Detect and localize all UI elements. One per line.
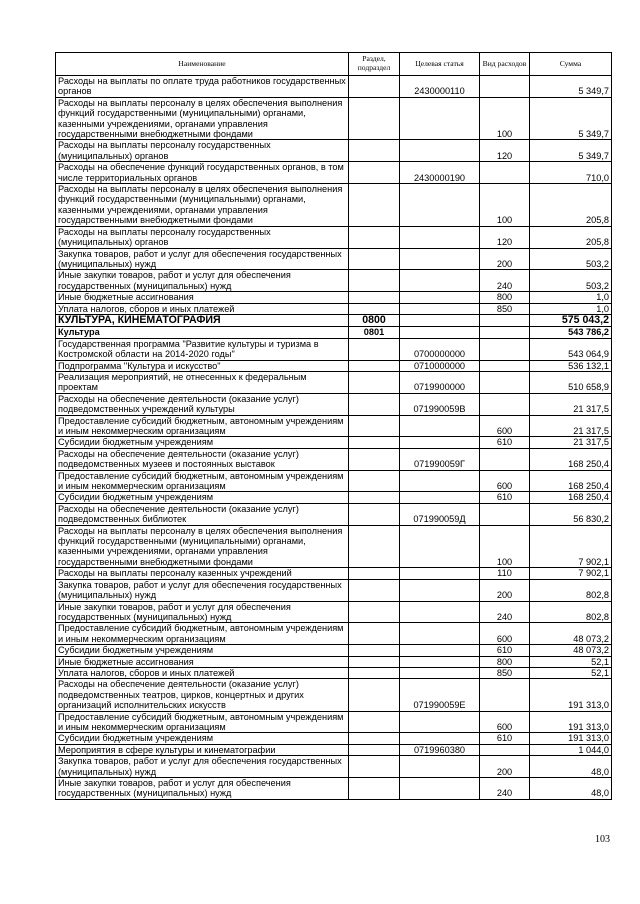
row-name-cell: Реализация мероприятий, не отнесенных к федеральным проектам xyxy=(56,371,349,393)
table-row xyxy=(56,292,612,303)
row-type-cell xyxy=(480,162,530,184)
row-name-cell: Расходы на обеспечение деятельности (оказание услуг) подведомственных учреждений культуры xyxy=(56,393,349,415)
row-sum-cell: 21 317,5 xyxy=(530,437,612,448)
row-article-cell xyxy=(400,656,480,667)
row-name-cell: Предоставление субсидий бюджетным, автономным учреждениям и иным некоммерческим организациям xyxy=(56,623,349,645)
row-sum-cell: 802,8 xyxy=(530,579,612,601)
row-type-cell xyxy=(480,314,530,326)
row-name-cell: Расходы на выплаты персоналу в целях обеспечения выполнения функций государственными (муниципальными) органами, казенными учреждениями, органами управления государственными внебюджетными фондами xyxy=(56,525,349,568)
row-article-cell xyxy=(400,248,480,270)
table-row xyxy=(56,744,612,755)
row-article-cell xyxy=(400,645,480,656)
row-type-cell: 200 xyxy=(480,756,530,778)
row-section-cell xyxy=(349,448,400,470)
row-sum-cell: 48 073,2 xyxy=(530,623,612,645)
row-section-cell xyxy=(349,140,400,162)
table-row xyxy=(56,314,612,326)
row-section-cell: 0801 xyxy=(349,327,400,338)
row-sum-cell: 52,1 xyxy=(530,656,612,667)
row-section-cell xyxy=(349,415,400,437)
row-name-cell: Расходы на выплаты персоналу государственных (муниципальных) органов xyxy=(56,226,349,248)
header-sum: Сумма xyxy=(530,53,612,76)
row-name-cell: Расходы на обеспечение деятельности (оказание услуг) подведомственных театров, цирков, концертных и других организаций исполнительских искусств xyxy=(56,679,349,711)
row-name-cell: Предоставление субсидий бюджетным, автономным учреждениям и иным некоммерческим организациям xyxy=(56,415,349,437)
row-type-cell: 850 xyxy=(480,667,530,678)
row-name-cell: Субсидии бюджетным учреждениям xyxy=(56,492,349,503)
row-sum-cell: 205,8 xyxy=(530,226,612,248)
row-article-cell: 0719960380 xyxy=(400,744,480,755)
row-name-cell: Иные закупки товаров, работ и услуг для обеспечения государственных (муниципальных) нужд xyxy=(56,778,349,800)
table-row xyxy=(56,97,612,140)
row-type-cell xyxy=(480,360,530,371)
row-type-cell: 610 xyxy=(480,733,530,744)
table-row xyxy=(56,623,612,645)
row-section-cell xyxy=(349,623,400,645)
row-type-cell xyxy=(480,76,530,98)
row-type-cell: 600 xyxy=(480,711,530,733)
row-type-cell: 110 xyxy=(480,568,530,579)
row-sum-cell: 205,8 xyxy=(530,184,612,227)
row-article-cell xyxy=(400,778,480,800)
row-sum-cell: 52,1 xyxy=(530,667,612,678)
row-article-cell xyxy=(400,97,480,140)
row-name-cell: Субсидии бюджетным учреждениям xyxy=(56,645,349,656)
row-section-cell xyxy=(349,756,400,778)
header-type: Вид расходов xyxy=(480,53,530,76)
row-name-cell: Расходы на обеспечение деятельности (оказание услуг) подведомственных библиотек xyxy=(56,503,349,525)
row-section-cell xyxy=(349,338,400,360)
row-sum-cell: 710,0 xyxy=(530,162,612,184)
row-section-cell xyxy=(349,76,400,98)
row-article-cell: 071990059Е xyxy=(400,679,480,711)
row-type-cell: 800 xyxy=(480,292,530,303)
row-section-cell xyxy=(349,525,400,568)
row-section-cell xyxy=(349,292,400,303)
row-article-cell xyxy=(400,327,480,338)
row-name-cell: Расходы на обеспечение функций государственных органов, в том числе территориальных органов xyxy=(56,162,349,184)
row-sum-cell: 191 313,0 xyxy=(530,711,612,733)
row-type-cell: 100 xyxy=(480,184,530,227)
table-row xyxy=(56,470,612,492)
row-name-cell: Закупка товаров, работ и услуг для обеспечения государственных (муниципальных) нужд xyxy=(56,756,349,778)
table-row xyxy=(56,140,612,162)
row-sum-cell: 48 073,2 xyxy=(530,645,612,656)
row-article-cell xyxy=(400,470,480,492)
row-sum-cell: 56 830,2 xyxy=(530,503,612,525)
table-row xyxy=(56,360,612,371)
row-section-cell xyxy=(349,503,400,525)
row-section-cell xyxy=(349,470,400,492)
row-section-cell xyxy=(349,162,400,184)
budget-table xyxy=(55,52,612,800)
table-row xyxy=(56,327,612,338)
row-sum-cell: 21 317,5 xyxy=(530,393,612,415)
table-row xyxy=(56,525,612,568)
row-type-cell: 120 xyxy=(480,226,530,248)
row-article-cell xyxy=(400,667,480,678)
row-article-cell xyxy=(400,623,480,645)
row-type-cell: 610 xyxy=(480,645,530,656)
row-type-cell: 240 xyxy=(480,270,530,292)
row-sum-cell: 48,0 xyxy=(530,778,612,800)
row-article-cell: 071990059Д xyxy=(400,503,480,525)
row-sum-cell: 1,0 xyxy=(530,303,612,314)
row-type-cell: 240 xyxy=(480,778,530,800)
row-sum-cell: 21 317,5 xyxy=(530,415,612,437)
row-name-cell: Расходы на выплаты персоналу в целях обеспечения выполнения функций государственными (муниципальными) органами, казенными учреждениями, органами управления государственными внебюджетными фондами xyxy=(56,184,349,227)
row-section-cell xyxy=(349,437,400,448)
row-name-cell: Уплата налогов, сборов и иных платежей xyxy=(56,303,349,314)
row-article-cell: 0700000000 xyxy=(400,338,480,360)
row-section-cell xyxy=(349,778,400,800)
table-row xyxy=(56,270,612,292)
table-header-row xyxy=(56,53,612,76)
table-row xyxy=(56,303,612,314)
row-section-cell xyxy=(349,645,400,656)
row-name-cell: Иные бюджетные ассигнования xyxy=(56,656,349,667)
row-sum-cell: 5 349,7 xyxy=(530,140,612,162)
row-section-cell xyxy=(349,711,400,733)
table-row xyxy=(56,338,612,360)
row-article-cell xyxy=(400,437,480,448)
row-sum-cell: 7 902,1 xyxy=(530,525,612,568)
table-row xyxy=(56,778,612,800)
row-type-cell: 800 xyxy=(480,656,530,667)
row-section-cell xyxy=(349,744,400,755)
row-sum-cell: 5 349,7 xyxy=(530,97,612,140)
row-article-cell xyxy=(400,140,480,162)
row-section-cell xyxy=(349,226,400,248)
row-type-cell xyxy=(480,327,530,338)
row-article-cell xyxy=(400,711,480,733)
row-section-cell xyxy=(349,733,400,744)
row-sum-cell: 7 902,1 xyxy=(530,568,612,579)
row-article-cell xyxy=(400,733,480,744)
table-row xyxy=(56,656,612,667)
row-article-cell: 2430000190 xyxy=(400,162,480,184)
row-name-cell: Расходы на обеспечение деятельности (оказание услуг) подведомственных музеев и постоянных выставок xyxy=(56,448,349,470)
row-sum-cell: 48,0 xyxy=(530,756,612,778)
row-section-cell xyxy=(349,184,400,227)
table-row xyxy=(56,667,612,678)
row-name-cell: Закупка товаров, работ и услуг для обеспечения государственных (муниципальных) нужд xyxy=(56,579,349,601)
table-row xyxy=(56,733,612,744)
table-row xyxy=(56,248,612,270)
table-row xyxy=(56,448,612,470)
row-type-cell: 200 xyxy=(480,248,530,270)
row-article-cell xyxy=(400,292,480,303)
row-sum-cell: 1,0 xyxy=(530,292,612,303)
table-row xyxy=(56,184,612,227)
row-section-cell xyxy=(349,492,400,503)
row-name-cell: Предоставление субсидий бюджетным, автономным учреждениям и иным некоммерческим организациям xyxy=(56,470,349,492)
row-type-cell xyxy=(480,503,530,525)
row-article-cell: 0719900000 xyxy=(400,371,480,393)
table-row xyxy=(56,711,612,733)
row-sum-cell: 168 250,4 xyxy=(530,448,612,470)
row-name-cell: Субсидии бюджетным учреждениям xyxy=(56,437,349,448)
row-type-cell: 610 xyxy=(480,437,530,448)
row-type-cell xyxy=(480,679,530,711)
row-article-cell xyxy=(400,184,480,227)
row-type-cell: 600 xyxy=(480,623,530,645)
row-section-cell xyxy=(349,679,400,711)
row-section-cell xyxy=(349,303,400,314)
row-article-cell xyxy=(400,568,480,579)
row-sum-cell: 1 044,0 xyxy=(530,744,612,755)
table-body xyxy=(56,76,612,800)
table-row xyxy=(56,76,612,98)
row-article-cell xyxy=(400,525,480,568)
row-name-cell: КУЛЬТУРА, КИНЕМАТОГРАФИЯ xyxy=(56,314,349,326)
row-article-cell xyxy=(400,270,480,292)
row-type-cell: 240 xyxy=(480,601,530,623)
row-section-cell xyxy=(349,393,400,415)
row-sum-cell: 802,8 xyxy=(530,601,612,623)
row-sum-cell: 575 043,2 xyxy=(530,314,612,326)
row-type-cell xyxy=(480,448,530,470)
row-sum-cell: 510 658,9 xyxy=(530,371,612,393)
row-name-cell: Иные закупки товаров, работ и услуг для обеспечения государственных (муниципальных) нужд xyxy=(56,270,349,292)
row-type-cell: 200 xyxy=(480,579,530,601)
table-row xyxy=(56,437,612,448)
table-row xyxy=(56,601,612,623)
row-type-cell: 600 xyxy=(480,415,530,437)
row-type-cell xyxy=(480,371,530,393)
row-article-cell: 071990059В xyxy=(400,393,480,415)
row-article-cell xyxy=(400,492,480,503)
row-article-cell xyxy=(400,303,480,314)
row-name-cell: Расходы на выплаты персоналу государственных (муниципальных) органов xyxy=(56,140,349,162)
row-section-cell xyxy=(349,656,400,667)
row-type-cell: 100 xyxy=(480,97,530,140)
table-row xyxy=(56,679,612,711)
row-type-cell: 100 xyxy=(480,525,530,568)
row-sum-cell: 543 786,2 xyxy=(530,327,612,338)
row-type-cell: 850 xyxy=(480,303,530,314)
row-article-cell xyxy=(400,314,480,326)
row-name-cell: Государственная программа "Развитие культуры и туризма в Костромской области на 2014-2020 годы" xyxy=(56,338,349,360)
header-article: Целевая статья xyxy=(400,53,480,76)
row-article-cell xyxy=(400,756,480,778)
row-article-cell xyxy=(400,579,480,601)
page-number: 103 xyxy=(595,834,610,845)
row-name-cell: Мероприятия в сфере культуры и кинематографии xyxy=(56,744,349,755)
row-article-cell: 071990059Г xyxy=(400,448,480,470)
row-name-cell: Расходы на выплаты персоналу в целях обеспечения выполнения функций государственными (муниципальными) органами, казенными учреждениями, органами управления государственными внебюджетными фондами xyxy=(56,97,349,140)
header-section: Раздел, подраздел xyxy=(349,53,400,76)
table-row xyxy=(56,503,612,525)
row-article-cell xyxy=(400,226,480,248)
row-sum-cell: 543 064,9 xyxy=(530,338,612,360)
row-article-cell: 2430000110 xyxy=(400,76,480,98)
row-type-cell xyxy=(480,338,530,360)
row-section-cell xyxy=(349,97,400,140)
row-name-cell: Закупка товаров, работ и услуг для обеспечения государственных (муниципальных) нужд xyxy=(56,248,349,270)
row-name-cell: Субсидии бюджетным учреждениям xyxy=(56,733,349,744)
row-section-cell xyxy=(349,360,400,371)
table-row xyxy=(56,645,612,656)
row-article-cell xyxy=(400,601,480,623)
row-name-cell: Культура xyxy=(56,327,349,338)
row-name-cell: Иные закупки товаров, работ и услуг для обеспечения государственных (муниципальных) нужд xyxy=(56,601,349,623)
row-article-cell: 0710000000 xyxy=(400,360,480,371)
table-row xyxy=(56,568,612,579)
row-sum-cell: 191 313,0 xyxy=(530,733,612,744)
row-article-cell xyxy=(400,415,480,437)
row-type-cell xyxy=(480,744,530,755)
row-name-cell: Расходы на выплаты по оплате труда работников государственных органов xyxy=(56,76,349,98)
table-row xyxy=(56,756,612,778)
row-sum-cell: 191 313,0 xyxy=(530,679,612,711)
table-row xyxy=(56,371,612,393)
row-sum-cell: 503,2 xyxy=(530,270,612,292)
row-type-cell: 120 xyxy=(480,140,530,162)
table-row xyxy=(56,226,612,248)
table-row xyxy=(56,415,612,437)
table-row xyxy=(56,579,612,601)
row-section-cell xyxy=(349,270,400,292)
row-name-cell: Предоставление субсидий бюджетным, автономным учреждениям и иным некоммерческим организациям xyxy=(56,711,349,733)
table-row xyxy=(56,393,612,415)
row-name-cell: Уплата налогов, сборов и иных платежей xyxy=(56,667,349,678)
table-row xyxy=(56,162,612,184)
header-name: Наименование xyxy=(56,53,349,76)
row-sum-cell: 168 250,4 xyxy=(530,492,612,503)
row-type-cell xyxy=(480,393,530,415)
row-section-cell xyxy=(349,568,400,579)
row-sum-cell: 503,2 xyxy=(530,248,612,270)
row-section-cell: 0800 xyxy=(349,314,400,326)
row-sum-cell: 5 349,7 xyxy=(530,76,612,98)
row-section-cell xyxy=(349,371,400,393)
row-section-cell xyxy=(349,248,400,270)
row-type-cell: 600 xyxy=(480,470,530,492)
row-section-cell xyxy=(349,579,400,601)
row-name-cell: Расходы на выплаты персоналу казенных учреждений xyxy=(56,568,349,579)
row-name-cell: Подпрограмма "Культура и искусство" xyxy=(56,360,349,371)
table-row xyxy=(56,492,612,503)
row-name-cell: Иные бюджетные ассигнования xyxy=(56,292,349,303)
row-section-cell xyxy=(349,667,400,678)
row-sum-cell: 536 132,1 xyxy=(530,360,612,371)
row-section-cell xyxy=(349,601,400,623)
row-sum-cell: 168 250,4 xyxy=(530,470,612,492)
row-type-cell: 610 xyxy=(480,492,530,503)
